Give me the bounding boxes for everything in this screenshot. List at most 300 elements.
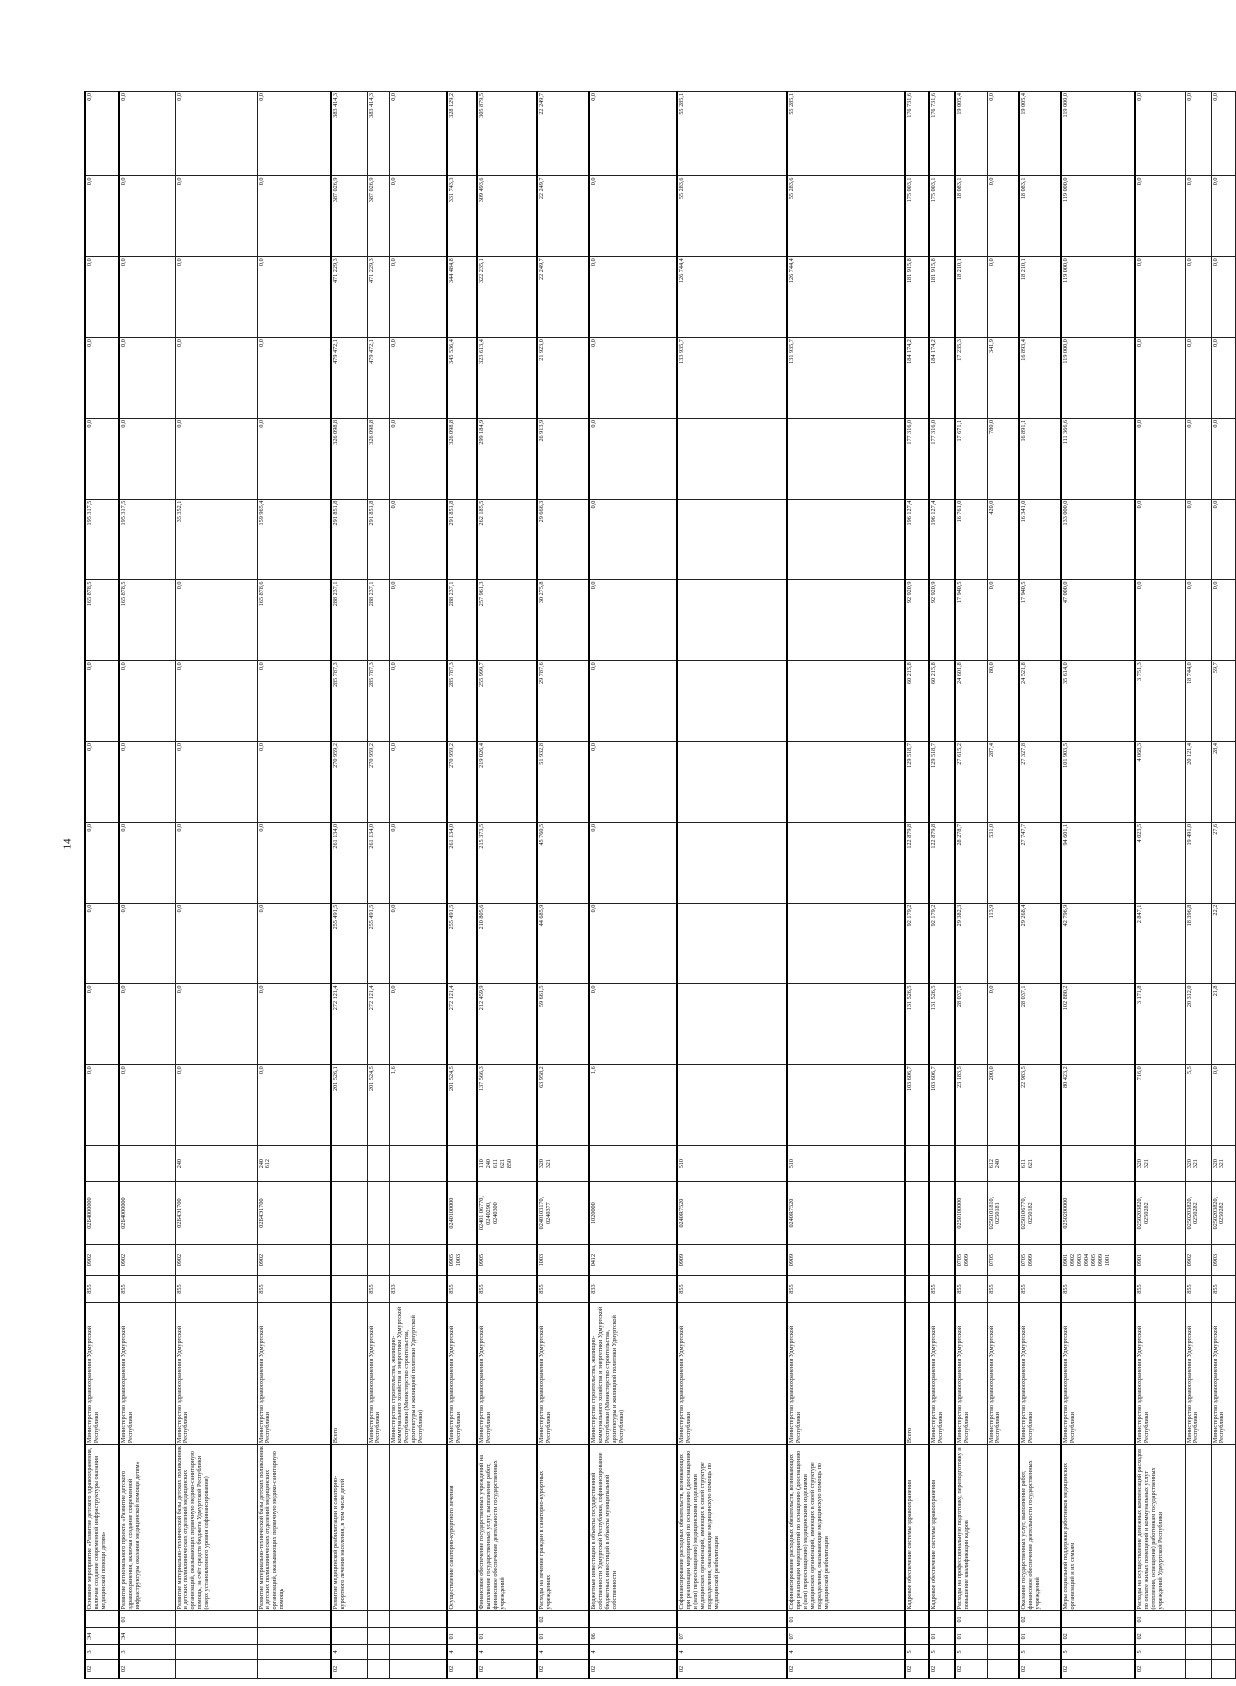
code-cell: [175, 1659, 257, 1678]
amount-cell: 0,0: [175, 822, 257, 903]
amount-cell: 345 536,4: [447, 338, 477, 419]
program-name-cell: [367, 1445, 389, 1611]
amount-cell: 27,6: [1211, 822, 1235, 903]
code-cell: 02: [589, 1659, 677, 1678]
amount-cell: 331 743,3: [447, 176, 477, 257]
amount-cell: 322 235,1: [477, 257, 537, 338]
code-cell: 833: [389, 1276, 447, 1303]
code-cell: 5: [905, 1645, 929, 1659]
code-cell: 3: [119, 1645, 175, 1659]
code-cell: 02: [537, 1659, 589, 1678]
amount-cell: [787, 1065, 905, 1146]
program-name-cell: Меры социальной поддержки работников медицинских организаций и их семьям: [1061, 1445, 1135, 1611]
code-cell: 02: [955, 1659, 987, 1678]
amount-cell: 28,4: [1211, 742, 1235, 823]
code-cell: [257, 1645, 331, 1659]
amount-cell: 195 317,5: [85, 499, 119, 580]
amount-cell: 0,0: [175, 903, 257, 984]
code-cell: [987, 1628, 1019, 1645]
amount-cell: 184 174,2: [929, 338, 955, 419]
amount-cell: 175 003,1: [929, 176, 955, 257]
code-cell: [389, 1244, 447, 1275]
amount-cell: 129 518,7: [929, 742, 955, 823]
code-cell: [929, 1244, 955, 1275]
executor-cell: Министерство здравоохранения Удмуртской Республики: [85, 1302, 119, 1444]
amount-cell: 261 134,0: [367, 822, 389, 903]
amount-cell: [677, 903, 787, 984]
code-cell: 0705: [987, 1244, 1019, 1275]
table-row: [367, 92, 389, 1679]
table-row: [175, 92, 257, 1679]
amount-cell: [677, 499, 787, 580]
amount-cell: 131 526,5: [905, 984, 929, 1065]
amount-cell: 255 491,5: [331, 903, 367, 984]
code-cell: [477, 1611, 537, 1628]
code-cell: [1185, 1611, 1211, 1628]
amount-cell: 0,0: [119, 418, 175, 499]
code-cell: 01: [447, 1628, 477, 1645]
amount-cell: 780,0: [987, 418, 1019, 499]
code-cell: 01: [955, 1611, 987, 1628]
amount-cell: 387 026,9: [367, 176, 389, 257]
amount-cell: 24 601,8: [955, 661, 987, 742]
code-cell: [987, 1659, 1019, 1678]
executor-cell: Министерство здравоохранения Удмуртской Республики: [929, 1302, 955, 1444]
code-cell: 0250200000: [1061, 1182, 1135, 1245]
amount-cell: 0,0: [389, 418, 447, 499]
amount-cell: 92 179,2: [929, 903, 955, 984]
code-cell: 3: [85, 1645, 119, 1659]
code-cell: [955, 1146, 987, 1182]
code-cell: 5: [1135, 1645, 1185, 1659]
amount-cell: 328 129,2: [447, 92, 477, 177]
amount-cell: 272 121,4: [367, 984, 389, 1065]
amount-cell: 45 760,5: [537, 822, 589, 903]
amount-cell: 0,0: [987, 176, 1019, 257]
table-row: [537, 92, 589, 1679]
code-cell: [367, 1659, 389, 1678]
amount-cell: 137 566,3: [477, 1065, 537, 1146]
amount-cell: 215 373,5: [477, 822, 537, 903]
amount-cell: 479 472,1: [367, 338, 389, 419]
amount-cell: 0,0: [1135, 338, 1185, 419]
amount-cell: 0,0: [119, 257, 175, 338]
code-cell: [905, 1244, 929, 1275]
amount-cell: 0,0: [175, 580, 257, 661]
amount-cell: 24 521,8: [1019, 661, 1061, 742]
amount-cell: 270 959,2: [367, 742, 389, 823]
amount-cell: 255 491,5: [367, 903, 389, 984]
amount-cell: 42 796,9: [1061, 903, 1135, 984]
amount-cell: 126 744,4: [787, 257, 905, 338]
amount-cell: 35 614,0: [1061, 661, 1135, 742]
amount-cell: 0,0: [1211, 92, 1235, 177]
amount-cell: 80 423,2: [1061, 1065, 1135, 1146]
table-row: [1061, 92, 1135, 1679]
code-cell: [905, 1276, 929, 1303]
code-cell: [929, 1182, 955, 1245]
code-cell: 855: [1185, 1276, 1211, 1303]
executor-cell: Министерство здравоохранения Удмуртской Республики: [477, 1302, 537, 1444]
amount-cell: 19 491,0: [1185, 822, 1211, 903]
amount-cell: 0,0: [85, 418, 119, 499]
code-cell: 510: [787, 1146, 905, 1182]
code-cell: [331, 1611, 367, 1628]
code-cell: 01: [1019, 1628, 1061, 1645]
amount-cell: 0,0: [257, 338, 331, 419]
code-cell: 0909: [677, 1244, 787, 1275]
table-row: [85, 92, 119, 1679]
amount-cell: 0,0: [85, 742, 119, 823]
code-cell: [905, 1182, 929, 1245]
code-cell: [367, 1611, 389, 1628]
code-cell: 02: [1019, 1659, 1061, 1678]
amount-cell: 18 083,1: [955, 176, 987, 257]
amount-cell: 0,0: [1185, 338, 1211, 419]
code-cell: 0905: [477, 1244, 537, 1275]
amount-cell: 0,0: [589, 92, 677, 177]
program-name-cell: Кадровое обеспечение системы здравоохранения: [905, 1445, 929, 1611]
amount-cell: 17 235,3: [955, 338, 987, 419]
amount-cell: 0,0: [389, 903, 447, 984]
amount-cell: 16 891,1: [1019, 418, 1061, 499]
code-cell: 0705 0909: [1019, 1244, 1061, 1275]
amount-cell: 0,0: [389, 822, 447, 903]
amount-cell: 47 000,0: [1061, 580, 1135, 661]
program-name-cell: Расходы на лечение граждан в санаторно-курортных учреждениях: [537, 1445, 589, 1611]
code-cell: 0250203820, 0250282: [1211, 1182, 1235, 1245]
amount-cell: 210 805,6: [477, 903, 537, 984]
code-cell: 855: [929, 1276, 955, 1303]
code-cell: 510: [677, 1146, 787, 1182]
amount-cell: 176 731,6: [905, 92, 929, 177]
program-name-cell: [389, 1445, 447, 1611]
amount-cell: 0,0: [119, 822, 175, 903]
amount-cell: 17 940,5: [1019, 580, 1061, 661]
amount-cell: 291 851,8: [447, 499, 477, 580]
code-cell: 855: [1135, 1276, 1185, 1303]
amount-cell: [677, 984, 787, 1065]
code-cell: [331, 1182, 367, 1245]
executor-cell: Министерство здравоохранения Удмуртской Республики: [119, 1302, 175, 1444]
executor-cell: Министерство здравоохранения Удмуртской Республики: [987, 1302, 1019, 1444]
amount-cell: 0,0: [119, 176, 175, 257]
code-cell: 5: [1019, 1645, 1061, 1659]
code-cell: 02Б4000000: [119, 1182, 175, 1245]
amount-cell: 0,0: [175, 418, 257, 499]
amount-cell: 383 414,3: [367, 92, 389, 177]
code-cell: 01: [1135, 1611, 1185, 1628]
code-cell: [447, 1611, 477, 1628]
code-cell: 0250106770, 0250182: [1019, 1182, 1061, 1245]
code-cell: [331, 1146, 367, 1182]
amount-cell: [677, 1065, 787, 1146]
code-cell: 0250203820, 0250282: [1135, 1182, 1185, 1245]
code-cell: 0905 1003: [447, 1244, 477, 1275]
code-cell: [1185, 1645, 1211, 1659]
code-cell: 4: [787, 1645, 905, 1659]
code-cell: 855: [955, 1276, 987, 1303]
code-cell: 07: [677, 1628, 787, 1645]
amount-cell: 0,0: [257, 903, 331, 984]
code-cell: 4: [447, 1645, 477, 1659]
code-cell: 0240100000: [447, 1182, 477, 1245]
code-cell: 02: [477, 1659, 537, 1678]
code-cell: 855: [787, 1276, 905, 1303]
amount-cell: 27 327,8: [1019, 742, 1061, 823]
executor-cell: Министерство здравоохранения Удмуртской Республики: [677, 1302, 787, 1444]
amount-cell: 285 787,3: [447, 661, 477, 742]
amount-cell: 0,0: [1185, 176, 1211, 257]
amount-cell: 133 935,7: [677, 338, 787, 419]
amount-cell: 16 341,0: [1019, 499, 1061, 580]
amount-cell: 0,0: [85, 984, 119, 1065]
code-cell: [905, 1611, 929, 1628]
code-cell: 02: [929, 1659, 955, 1678]
executor-cell: Министерство здравоохранения Удмуртской Республики: [257, 1302, 331, 1444]
code-cell: 855: [987, 1276, 1019, 1303]
amount-cell: 165 878,6: [257, 580, 331, 661]
amount-cell: 0,0: [175, 257, 257, 338]
code-cell: 240: [175, 1146, 257, 1182]
amount-cell: 0,0: [175, 92, 257, 177]
code-cell: 02: [447, 1659, 477, 1678]
amount-cell: 0,0: [1185, 499, 1211, 580]
amount-cell: 22 249,7: [537, 257, 589, 338]
budget-table: [84, 91, 1236, 1679]
amount-cell: 3 171,8: [1135, 984, 1185, 1065]
code-cell: 320 321: [1211, 1146, 1235, 1182]
code-cell: [1211, 1659, 1235, 1678]
amount-cell: 119 000,0: [1061, 92, 1135, 177]
program-name-cell: Расходы на профессиональную подготовку, переподготовку и повышение квалификации кадров: [955, 1445, 987, 1611]
amount-cell: 60 215,8: [929, 661, 955, 742]
amount-cell: 326 098,8: [331, 418, 367, 499]
code-cell: [905, 1628, 929, 1645]
code-cell: [331, 1276, 367, 1303]
amount-cell: 0,0: [987, 257, 1019, 338]
code-cell: 855: [537, 1276, 589, 1303]
code-cell: 0902: [1185, 1244, 1211, 1275]
code-cell: 0240R7520: [677, 1182, 787, 1245]
amount-cell: [787, 984, 905, 1065]
amount-cell: 19 005,4: [955, 92, 987, 177]
amount-cell: 16 893,4: [1019, 338, 1061, 419]
program-name-cell: [1211, 1445, 1235, 1611]
amount-cell: 0,0: [589, 742, 677, 823]
amount-cell: 420,0: [987, 499, 1019, 580]
amount-cell: 113,9: [987, 903, 1019, 984]
amount-cell: 176 731,6: [929, 92, 955, 177]
code-cell: 611 621: [1019, 1146, 1061, 1182]
amount-cell: 285 787,3: [367, 661, 389, 742]
amount-cell: 28 278,7: [955, 822, 987, 903]
amount-cell: 0,0: [589, 176, 677, 257]
amount-cell: [787, 822, 905, 903]
code-cell: [257, 1628, 331, 1645]
code-cell: [677, 1611, 787, 1628]
amount-cell: 17 940,5: [955, 580, 987, 661]
amount-cell: 0,0: [85, 338, 119, 419]
table-row: [477, 92, 537, 1679]
amount-cell: 55 285,1: [677, 92, 787, 177]
code-cell: 1003: [537, 1244, 589, 1275]
amount-cell: 22 983,5: [1019, 1065, 1061, 1146]
amount-cell: 0,0: [1185, 580, 1211, 661]
table-row: [119, 92, 175, 1679]
amount-cell: 0,0: [257, 661, 331, 742]
amount-cell: 17 671,1: [955, 418, 987, 499]
code-cell: [1211, 1611, 1235, 1628]
amount-cell: 92 179,2: [905, 903, 929, 984]
amount-cell: 257 961,3: [477, 580, 537, 661]
amount-cell: 0,0: [1185, 257, 1211, 338]
executor-cell: Министерство здравоохранения Удмуртской Республики: [447, 1302, 477, 1444]
code-cell: 855: [175, 1276, 257, 1303]
amount-cell: 0,0: [1185, 92, 1211, 177]
executor-cell: Министерство здравоохранения Удмуртской Республики: [1185, 1302, 1211, 1444]
code-cell: 01: [955, 1628, 987, 1645]
amount-cell: 175 003,1: [905, 176, 929, 257]
code-cell: 0240R7520: [787, 1182, 905, 1245]
amount-cell: 0,0: [1135, 580, 1185, 661]
program-name-cell: Развитие медицинской реабилитации и санаторно-курортного лечения населения, в том числе детей: [331, 1445, 367, 1611]
program-name-cell: Основное мероприятие «Развитие детского здравоохранения, включая создание современной инфраструктуры оказания медицинской помощи детям»: [85, 1445, 119, 1611]
amount-cell: 27 747,7: [1019, 822, 1061, 903]
code-cell: [367, 1182, 389, 1245]
amount-cell: 181 915,8: [905, 257, 929, 338]
amount-cell: 0,0: [1211, 418, 1235, 499]
code-cell: [929, 1146, 955, 1182]
amount-cell: 177 316,0: [929, 418, 955, 499]
amount-cell: 255 491,5: [447, 903, 477, 984]
amount-cell: 471 229,3: [367, 257, 389, 338]
code-cell: 855: [447, 1276, 477, 1303]
amount-cell: 0,0: [119, 661, 175, 742]
amount-cell: 28 037,1: [955, 984, 987, 1065]
amount-cell: 0,0: [987, 92, 1019, 177]
amount-cell: 0,0: [257, 984, 331, 1065]
amount-cell: [787, 903, 905, 984]
amount-cell: 29 268,4: [1019, 903, 1061, 984]
amount-cell: 2 847,1: [1135, 903, 1185, 984]
amount-cell: 326 098,8: [367, 418, 389, 499]
table-row: [389, 92, 447, 1679]
amount-cell: 131 935,7: [787, 338, 905, 419]
code-cell: 02Б4000000: [85, 1182, 119, 1245]
amount-cell: 0,0: [175, 984, 257, 1065]
code-cell: [119, 1146, 175, 1182]
code-cell: Э4: [85, 1628, 119, 1645]
amount-cell: 129 518,7: [905, 742, 929, 823]
amount-cell: 0,0: [85, 903, 119, 984]
amount-cell: 0,0: [1211, 338, 1235, 419]
amount-cell: 126 744,4: [677, 257, 787, 338]
table-row: [787, 92, 905, 1679]
amount-cell: 44 685,9: [537, 903, 589, 984]
amount-cell: 102 880,2: [1061, 984, 1135, 1065]
code-cell: 02: [1061, 1659, 1135, 1678]
program-name-cell: Кадровое обеспечение системы здравоохранения: [929, 1445, 955, 1611]
amount-cell: 181 915,8: [929, 257, 955, 338]
executor-cell: Всего: [905, 1302, 929, 1444]
rotated-budget-table: [84, 91, 1226, 1679]
amount-cell: 0,0: [1135, 499, 1185, 580]
program-name-cell: [987, 1445, 1019, 1611]
amount-cell: 0,0: [1135, 418, 1185, 499]
executor-cell: Министерство здравоохранения Удмуртской Республики: [1211, 1302, 1235, 1444]
amount-cell: 165 878,5: [85, 580, 119, 661]
amount-cell: 18 210,1: [1019, 257, 1061, 338]
code-cell: [257, 1659, 331, 1678]
amount-cell: 323 613,4: [477, 338, 537, 419]
amount-cell: 29 382,3: [955, 903, 987, 984]
amount-cell: 0,0: [389, 92, 447, 177]
table-row: [1135, 92, 1185, 1679]
amount-cell: 21,8: [1211, 984, 1235, 1065]
code-cell: 02: [1019, 1611, 1061, 1628]
executor-cell: Министерство здравоохранения Удмуртской Республики: [1019, 1302, 1061, 1444]
code-cell: [1185, 1659, 1211, 1678]
amount-cell: 341,9: [987, 338, 1019, 419]
code-cell: [389, 1611, 447, 1628]
amount-cell: 201 526,1: [331, 1065, 367, 1146]
amount-cell: 255 999,7: [477, 661, 537, 742]
amount-cell: 0,0: [119, 742, 175, 823]
code-cell: 855: [257, 1276, 331, 1303]
amount-cell: 0,0: [175, 176, 257, 257]
amount-cell: 101 903,5: [1061, 742, 1135, 823]
table-row: [589, 92, 677, 1679]
program-name-cell: [1185, 1445, 1211, 1611]
code-cell: [905, 1146, 929, 1182]
amount-cell: 0,0: [85, 1065, 119, 1146]
amount-cell: 35 352,1: [175, 499, 257, 580]
amount-cell: 0,0: [257, 742, 331, 823]
amount-cell: 119 000,0: [1061, 338, 1135, 419]
amount-cell: 29 666,3: [537, 499, 589, 580]
amount-cell: 0,0: [389, 257, 447, 338]
amount-cell: 716,0: [1135, 1065, 1185, 1146]
amount-cell: 122 879,8: [905, 822, 929, 903]
amount-cell: 23 183,5: [955, 1065, 987, 1146]
amount-cell: [677, 580, 787, 661]
code-cell: [1061, 1611, 1135, 1628]
code-cell: 5: [1061, 1645, 1135, 1659]
table-row: [1185, 92, 1211, 1679]
amount-cell: 103 606,7: [905, 1065, 929, 1146]
code-cell: [389, 1146, 447, 1182]
amount-cell: 4 023,5: [1135, 822, 1185, 903]
program-name-cell: Оказание государственных услуг, выполнение работ, финансовое обеспечение деятельности государственных учреждений: [1019, 1445, 1061, 1611]
code-cell: 0902: [175, 1244, 257, 1275]
code-cell: 02: [1135, 1628, 1185, 1645]
amount-cell: 18 744,0: [1185, 661, 1211, 742]
amount-cell: 92 920,9: [929, 580, 955, 661]
code-cell: 02: [331, 1659, 367, 1678]
amount-cell: 0,0: [175, 1065, 257, 1146]
code-cell: 0903: [1211, 1244, 1235, 1275]
code-cell: [987, 1645, 1019, 1659]
amount-cell: 291 851,8: [331, 499, 367, 580]
code-cell: 320 321: [537, 1146, 589, 1182]
amount-cell: [787, 580, 905, 661]
table-row: [257, 92, 331, 1679]
code-cell: 02: [1135, 1659, 1185, 1678]
amount-cell: 119 000,0: [1061, 176, 1135, 257]
amount-cell: 196 127,4: [905, 499, 929, 580]
code-cell: 4: [677, 1645, 787, 1659]
